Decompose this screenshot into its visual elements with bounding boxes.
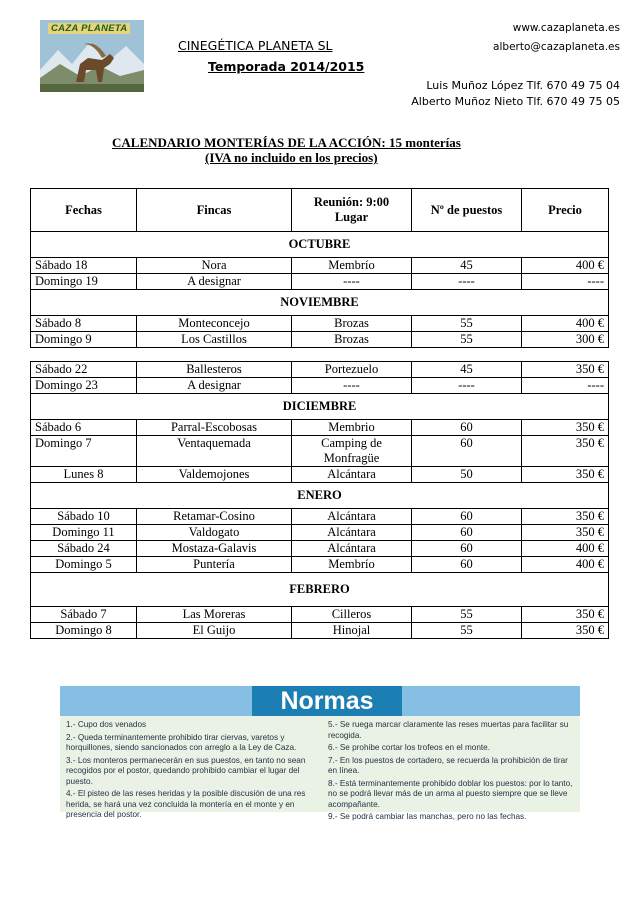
calendar-subtitle: (IVA no incluido en los precios) — [205, 150, 378, 165]
cell-precio: 350 € — [522, 525, 609, 541]
table-row — [31, 607, 609, 623]
cell-puestos: ---- — [412, 378, 522, 394]
table-row — [31, 623, 609, 639]
cell-precio: ---- — [522, 274, 609, 290]
cell-lugar: Alcántara — [292, 525, 412, 541]
cell-lugar: Membrío — [292, 557, 412, 573]
table-row — [31, 541, 609, 557]
cell-precio: ---- — [522, 378, 609, 394]
month-octubre: OCTUBRE — [31, 232, 609, 258]
cell-fecha: Sábado 8 — [31, 316, 137, 332]
norma-item: 6.- Se prohibe cortar los trofeos en el monte. — [328, 743, 491, 752]
cell-finca: El Guijo — [137, 623, 292, 639]
cell-precio: 350 € — [522, 467, 609, 483]
cell-finca: Ventaquemada — [137, 436, 292, 467]
month-enero: ENERO — [31, 483, 609, 509]
cell-finca: A designar — [137, 378, 292, 394]
header-puestos: Nº de puestos — [412, 189, 522, 232]
table-row — [31, 509, 609, 525]
cell-fecha: Lunes 8 — [31, 467, 137, 483]
cell-lugar: Membrío — [292, 258, 412, 274]
cell-fecha: Domingo 11 — [31, 525, 137, 541]
table-row — [31, 467, 609, 483]
table-row — [31, 420, 609, 436]
table-row — [31, 436, 609, 467]
table-header-row — [31, 189, 609, 232]
cell-puestos: 55 — [412, 316, 522, 332]
cell-puestos: 60 — [412, 509, 522, 525]
cell-finca: Valdogato — [137, 525, 292, 541]
month-row-noviembre — [31, 290, 609, 316]
cell-puestos: 55 — [412, 607, 522, 623]
cell-lugar: Alcántara — [292, 467, 412, 483]
cell-fecha: Domingo 5 — [31, 557, 137, 573]
cell-precio: 400 € — [522, 316, 609, 332]
header-precio: Precio — [522, 189, 609, 232]
cell-fecha: Domingo 19 — [31, 274, 137, 290]
cell-finca: Parral-Escobosas — [137, 420, 292, 436]
cell-finca: Ballesteros — [137, 362, 292, 378]
cell-puestos: 60 — [412, 541, 522, 557]
table-row — [31, 274, 609, 290]
cell-finca: Puntería — [137, 557, 292, 573]
cell-precio: 350 € — [522, 509, 609, 525]
norma-item: 3.- Los monteros permanecerán en sus puestos, en tanto no sean recogidos por el postor, quedando prohibido cambiar el lugar del puesto. — [66, 755, 306, 786]
email-link[interactable]: alberto@cazaplaneta.es — [493, 41, 620, 53]
cell-puestos: 60 — [412, 420, 522, 436]
cell-fecha: Domingo 8 — [31, 623, 137, 639]
cell-fecha: Domingo 23 — [31, 378, 137, 394]
cell-precio: 350 € — [522, 436, 609, 467]
calendar-table-2 — [30, 361, 609, 639]
table-row — [31, 378, 609, 394]
cell-lugar: Membrio — [292, 420, 412, 436]
cell-precio: 400 € — [522, 258, 609, 274]
calendar-title: CALENDARIO MONTERÍAS DE LA ACCIÓN: 15 monterías — [112, 135, 461, 150]
norma-item: 8.- Está terminantemente prohibido doblar los puestos: por lo tanto, no se podrá llevar más de un arma al puesto siempre que se lleve acompañante. — [328, 778, 573, 809]
cell-lugar: ---- — [292, 274, 412, 290]
header-fincas: Fincas — [137, 189, 292, 232]
logo-text: CAZA PLANETA — [48, 23, 130, 34]
calendar-table-1 — [30, 188, 609, 348]
table-row — [31, 316, 609, 332]
cell-fecha: Sábado 10 — [31, 509, 137, 525]
contact-alberto: Alberto Muñoz Nieto Tlf. 670 49 75 05 — [411, 95, 620, 108]
cell-precio: 350 € — [522, 623, 609, 639]
cell-precio: 300 € — [522, 332, 609, 348]
cell-finca: Retamar-Cosino — [137, 509, 292, 525]
cell-fecha: Sábado 7 — [31, 607, 137, 623]
table-row — [31, 525, 609, 541]
cell-lugar: Camping de Monfragüe — [292, 436, 412, 467]
month-row-febrero — [31, 573, 609, 607]
cell-lugar: ---- — [292, 378, 412, 394]
website-link[interactable]: www.cazaplaneta.es — [512, 22, 620, 34]
cell-fecha: Sábado 18 — [31, 258, 137, 274]
month-row-diciembre — [31, 394, 609, 420]
month-diciembre: DICIEMBRE — [31, 394, 609, 420]
norma-item: 1.- Cupo dos venados — [66, 720, 147, 729]
cell-finca: Monteconcejo — [137, 316, 292, 332]
cell-precio: 350 € — [522, 420, 609, 436]
cell-fecha: Sábado 6 — [31, 420, 137, 436]
month-febrero: FEBRERO — [31, 573, 609, 607]
normas-list-left — [66, 720, 318, 823]
cell-finca: A designar — [137, 274, 292, 290]
cell-finca: Nora — [137, 258, 292, 274]
cell-puestos: 60 — [412, 525, 522, 541]
company-name: CINEGÉTICA PLANETA SL — [178, 38, 333, 53]
cell-puestos: 50 — [412, 467, 522, 483]
cell-puestos: 60 — [412, 436, 522, 467]
cell-fecha: Domingo 7 — [31, 436, 137, 467]
table-row — [31, 362, 609, 378]
cell-precio: 400 € — [522, 541, 609, 557]
cell-puestos: 45 — [412, 258, 522, 274]
norma-item: 4.- El pisteo de las reses heridas y la posible discusión de una res herida, se hará una vez concluida la montería en el monte y en presencia del postor. — [66, 789, 306, 819]
cell-lugar: Alcántara — [292, 509, 412, 525]
month-noviembre: NOVIEMBRE — [31, 290, 609, 316]
header-reunion-lugar: Reunión: 9:00 Lugar — [292, 189, 412, 232]
cell-puestos: ---- — [412, 274, 522, 290]
normas-title: Normas — [252, 686, 402, 716]
cell-lugar: Alcántara — [292, 541, 412, 557]
header-fechas: Fechas — [31, 189, 137, 232]
cell-precio: 350 € — [522, 607, 609, 623]
norma-item: 7.- En los puestos de cortadero, se recuerda la prohibición de tirar en línea. — [328, 755, 568, 775]
normas-panel — [60, 686, 580, 821]
month-row-enero — [31, 483, 609, 509]
cell-finca: Mostaza-Galavis — [137, 541, 292, 557]
normas-list-right — [328, 720, 576, 825]
cell-finca: Las Moreras — [137, 607, 292, 623]
cell-lugar: Hinojal — [292, 623, 412, 639]
cell-precio: 350 € — [522, 362, 609, 378]
norma-item: 2.- Queda terminantemente prohibido tirar ciervas, varetos y horquillones, siendo sancionados con arreglo a la Ley de Caza. — [66, 732, 297, 752]
season: Temporada 2014/2015 — [208, 59, 365, 74]
table-row — [31, 557, 609, 573]
cell-fecha: Sábado 24 — [31, 541, 137, 557]
cell-lugar: Brozas — [292, 316, 412, 332]
cell-puestos: 55 — [412, 623, 522, 639]
cell-lugar: Brozas — [292, 332, 412, 348]
month-row-octubre — [31, 232, 609, 258]
cell-lugar: Cilleros — [292, 607, 412, 623]
cell-puestos: 45 — [412, 362, 522, 378]
logo — [40, 20, 144, 92]
table-row — [31, 332, 609, 348]
cell-lugar: Portezuelo — [292, 362, 412, 378]
cell-fecha: Sábado 22 — [31, 362, 137, 378]
cell-fecha: Domingo 9 — [31, 332, 137, 348]
cell-precio: 400 € — [522, 557, 609, 573]
cell-finca: Valdemojones — [137, 467, 292, 483]
norma-item: 9.- Se podrá cambiar las manchas, pero no las fechas. — [328, 812, 527, 821]
cell-puestos: 55 — [412, 332, 522, 348]
cell-puestos: 60 — [412, 557, 522, 573]
contact-luis: Luis Muñoz López Tlf. 670 49 75 04 — [426, 79, 620, 92]
cell-finca: Los Castillos — [137, 332, 292, 348]
norma-item: 5.- Se ruega marcar claramente las reses muertas para facilitar su recogida. — [328, 720, 569, 740]
table-row — [31, 258, 609, 274]
